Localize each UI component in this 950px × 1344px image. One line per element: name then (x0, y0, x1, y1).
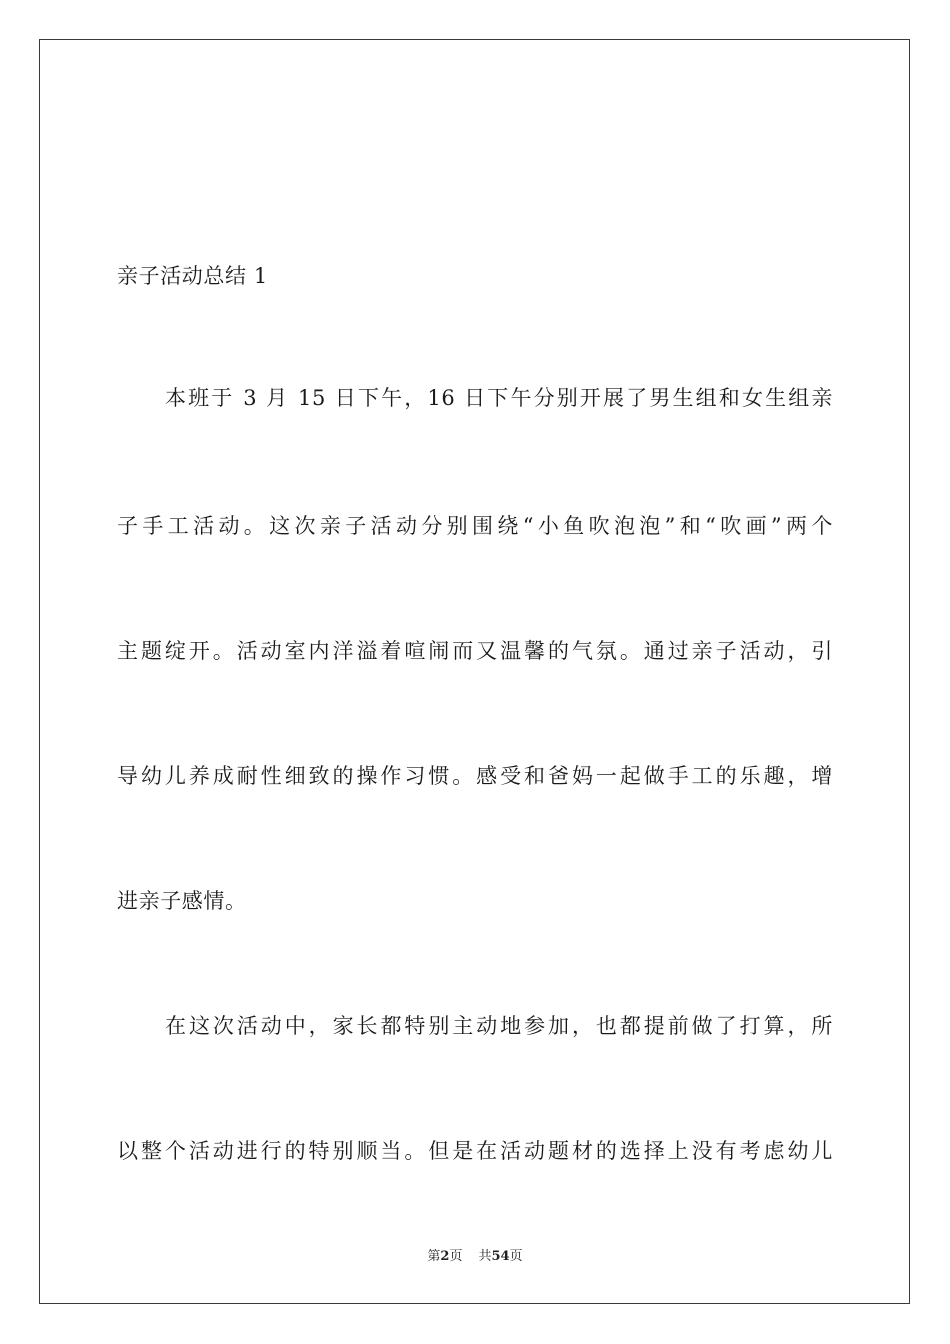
footer-total-suffix: 页 (509, 1249, 523, 1264)
page-footer (0, 1248, 950, 1266)
paragraph-2-line-2: 以整个活动进行的特别顺当。但是在活动题材的选择上没有考虑幼儿 (117, 1139, 833, 1163)
footer-page-number: 2 (440, 1249, 450, 1264)
paragraph-1-line-1: 本班于 3 月 15 日下午，16 日下午分别开展了男生组和女生组亲 (165, 386, 834, 410)
footer-page-suffix: 页 (449, 1249, 463, 1264)
paragraph-1-line-4: 导幼儿养成耐性细致的操作习惯。感受和爸妈一起做手工的乐趣，增 (117, 764, 833, 788)
paragraph-1-line-3: 主题绽开。活动室内洋溢着喧闹而又温馨的气氛。通过亲子活动，引 (117, 639, 833, 663)
footer-page-prefix: 第 (427, 1249, 441, 1264)
paragraph-1-line-5: 进亲子感情。 (117, 889, 247, 913)
paragraph-1-line-2: 子手工活动。这次亲子活动分别围绕“小鱼吹泡泡”和“吹画”两个 (117, 514, 833, 538)
document-heading: 亲子活动总结 1 (117, 264, 268, 288)
footer-total-pages: 54 (491, 1249, 510, 1264)
paragraph-2-line-1: 在这次活动中，家长都特别主动地参加，也都提前做了打算，所 (165, 1014, 833, 1038)
page-border (39, 39, 910, 1304)
footer-total-prefix: 共 (478, 1249, 492, 1264)
